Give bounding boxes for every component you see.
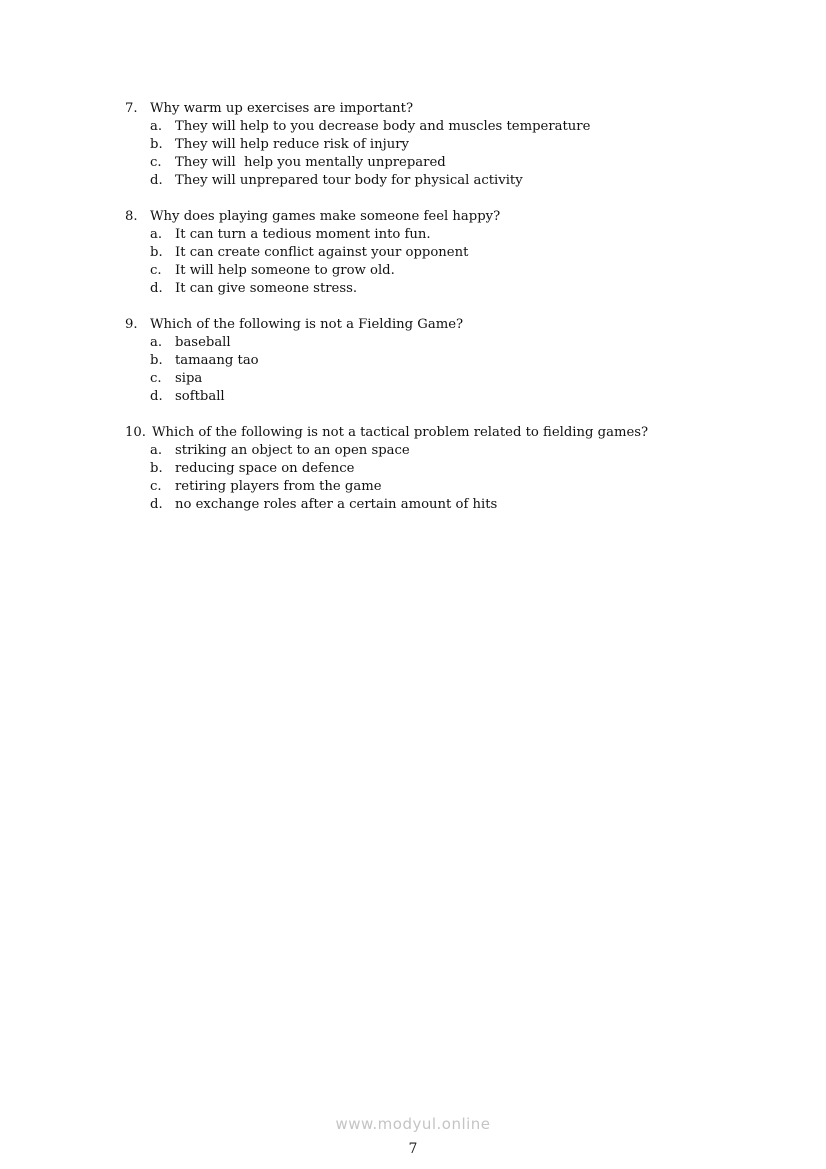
option-letter: b. — [150, 461, 163, 476]
option-letter: b. — [150, 245, 163, 260]
question-number: 7. — [125, 101, 138, 116]
option-text: baseball — [175, 335, 231, 350]
question-text: Which of the following is not a tactical problem related to fielding games? — [152, 425, 649, 440]
question-text: Why warm up exercises are important? — [150, 101, 414, 116]
question-text: Which of the following is not a Fielding Game? — [150, 317, 464, 332]
option-text: They will help reduce risk of injury — [175, 137, 409, 152]
question-number: 10. — [125, 425, 146, 440]
option-text: It will help someone to grow old. — [175, 263, 395, 278]
option-text: reducing space on defence — [175, 461, 355, 476]
option-letter: d. — [150, 281, 163, 296]
question-number: 9. — [125, 317, 138, 332]
option-text: sipa — [175, 371, 203, 386]
question-text: Why does playing games make someone feel happy? — [150, 209, 501, 224]
option-letter: c. — [150, 479, 162, 494]
option-text: striking an object to an open space — [175, 443, 410, 458]
question-number: 8. — [125, 209, 138, 224]
option-text: retiring players from the game — [175, 479, 382, 494]
option-letter: a. — [150, 335, 163, 350]
option-letter: d. — [150, 497, 163, 512]
option-letter: d. — [150, 173, 163, 188]
option-letter: a. — [150, 119, 163, 134]
option-text: It can turn a tedious moment into fun. — [175, 227, 431, 242]
option-text: They will help you mentally unprepared — [175, 155, 446, 170]
option-letter: c. — [150, 155, 162, 170]
option-text: no exchange roles after a certain amount of hits — [175, 497, 498, 512]
option-text: They will help to you decrease body and muscles temperature — [175, 119, 591, 134]
option-letter: c. — [150, 263, 162, 278]
option-text: It can give someone stress. — [175, 281, 358, 296]
option-text: softball — [175, 389, 225, 404]
option-text: tamaang tao — [175, 353, 259, 368]
option-letter: c. — [150, 371, 162, 386]
watermark: www.modyul.online — [335, 1115, 491, 1133]
option-letter: a. — [150, 227, 163, 242]
option-letter: d. — [150, 389, 163, 404]
option-letter: a. — [150, 443, 163, 458]
option-letter: b. — [150, 137, 163, 152]
option-letter: b. — [150, 353, 163, 368]
page-number: 7 — [408, 1141, 418, 1157]
option-text: It can create conflict against your opponent — [175, 245, 469, 260]
option-text: They will unprepared tour body for physical activity — [175, 173, 523, 188]
